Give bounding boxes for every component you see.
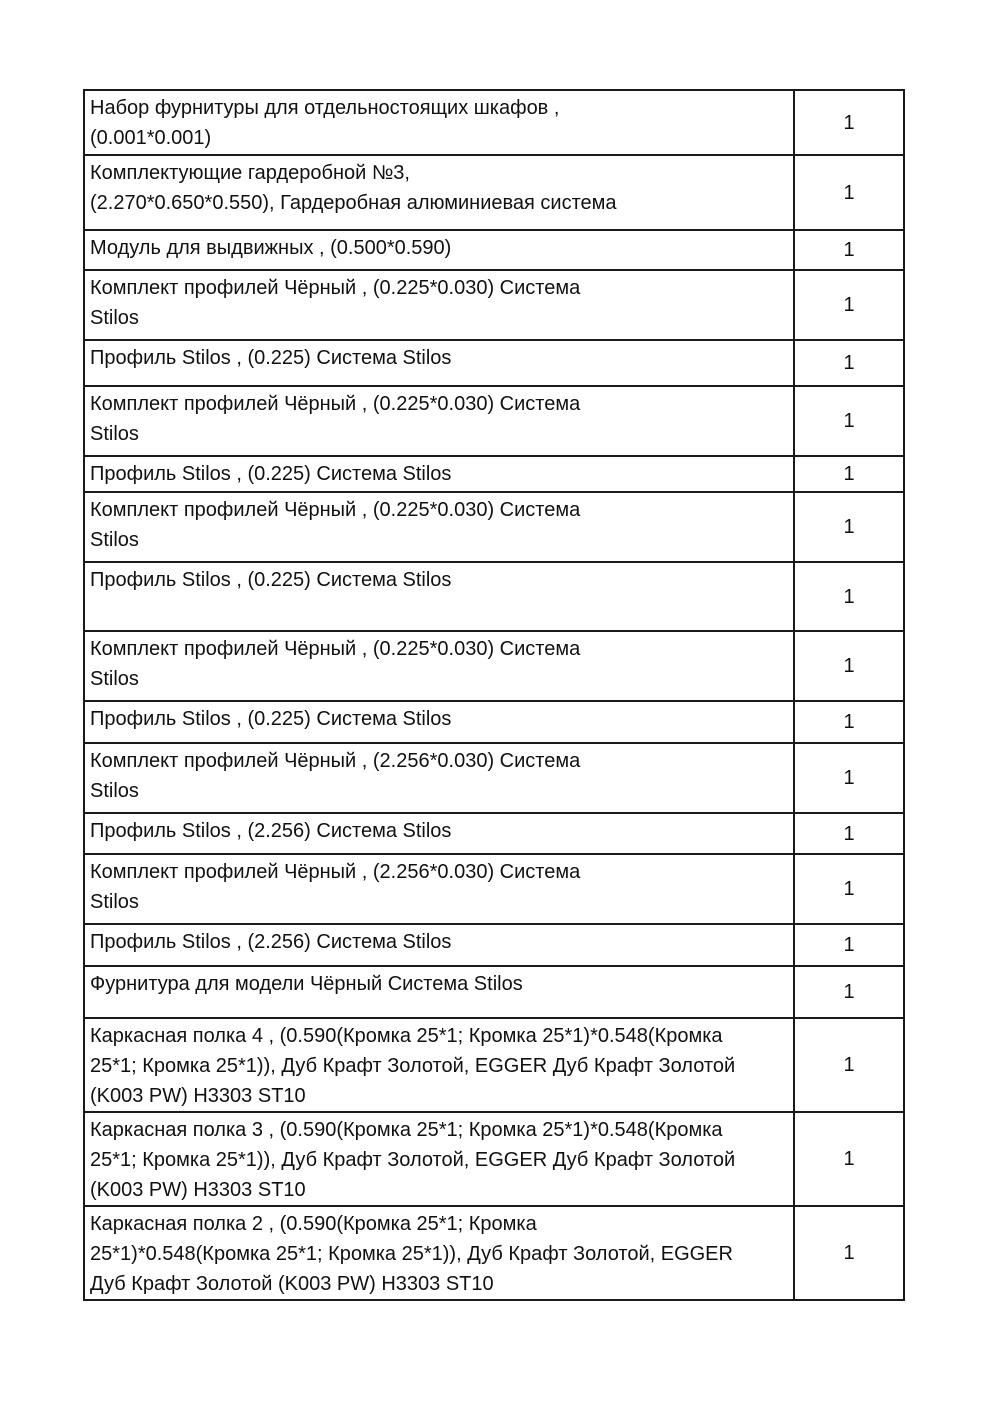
item-quantity-cell <box>794 1112 904 1206</box>
item-quantity-cell <box>794 1018 904 1112</box>
item-description: Комплект профилей Чёрный , (0.225*0.030) Система Stilos <box>84 492 794 562</box>
item-description: Профиль Stilos , (0.225) Система Stilos <box>84 340 794 386</box>
item-quantity-cell <box>794 813 904 854</box>
item-quantity: 1 <box>843 410 855 432</box>
table-row <box>84 631 904 701</box>
item-quantity-cell <box>794 854 904 924</box>
item-quantity: 1 <box>843 711 855 733</box>
items-table <box>83 89 905 1301</box>
item-quantity-cell <box>794 155 904 230</box>
table-row <box>84 1206 904 1300</box>
item-description: Профиль Stilos , (0.225) Система Stilos <box>84 701 794 743</box>
item-quantity: 1 <box>843 585 855 608</box>
item-description: Набор фурнитуры для отдельностоящих шкафов , (0.001*0.001) <box>84 90 794 155</box>
table-row <box>84 340 904 386</box>
item-description: Профиль Stilos , (2.256) Система Stilos <box>84 813 794 854</box>
item-description: Каркасная полка 3 , (0.590(Кромка 25*1; Кромка 25*1)*0.548(Кромка 25*1; Кромка 25*1)), Дуб Крафт Золотой, EGGER Дуб Крафт Золотой (K003 PW) H3303 ST10 <box>84 1112 794 1206</box>
table-row <box>84 155 904 230</box>
item-description: Комплект профилей Чёрный , (2.256*0.030) Система Stilos <box>84 743 794 813</box>
item-description: Модуль для выдвижных , (0.500*0.590) <box>84 230 794 270</box>
table-row <box>84 924 904 966</box>
item-description: Комплект профилей Чёрный , (2.256*0.030) Система Stilos <box>84 854 794 924</box>
table-row <box>84 492 904 562</box>
item-quantity-cell <box>794 966 904 1018</box>
item-description: Комплект профилей Чёрный , (0.225*0.030) Система Stilos <box>84 631 794 701</box>
item-description: Каркасная полка 2 , (0.590(Кромка 25*1; Кромка 25*1)*0.548(Кромка 25*1; Кромка 25*1)), Дуб Крафт Золотой, EGGER Дуб Крафт Золотой (K003 PW) H3303 ST10 <box>84 1206 794 1300</box>
item-quantity: 1 <box>843 111 855 134</box>
item-description: Профиль Stilos , (2.256) Система Stilos <box>84 924 794 966</box>
table-row <box>84 1112 904 1206</box>
table-row <box>84 386 904 456</box>
item-quantity-cell <box>794 631 904 701</box>
table-row <box>84 230 904 270</box>
table-row <box>84 456 904 492</box>
item-quantity-cell <box>794 924 904 966</box>
item-description: Профиль Stilos , (0.225) Система Stilos <box>84 456 794 492</box>
item-quantity: 1 <box>843 655 855 677</box>
item-quantity: 1 <box>843 1242 855 1264</box>
item-quantity-cell <box>794 270 904 340</box>
item-description: Комплект профилей Чёрный , (0.225*0.030) Система Stilos <box>84 270 794 340</box>
item-description: Каркасная полка 4 , (0.590(Кромка 25*1; Кромка 25*1)*0.548(Кромка 25*1; Кромка 25*1)), Дуб Крафт Золотой, EGGER Дуб Крафт Золотой (K003 PW) H3303 ST10 <box>84 1018 794 1112</box>
item-quantity: 1 <box>843 294 855 316</box>
table-row <box>84 701 904 743</box>
item-quantity-cell <box>794 340 904 386</box>
table-row <box>84 743 904 813</box>
item-quantity: 1 <box>843 352 855 374</box>
item-quantity: 1 <box>843 239 855 261</box>
table-row <box>84 854 904 924</box>
item-quantity-cell <box>794 456 904 492</box>
items-table-body <box>84 90 904 1300</box>
item-quantity-cell <box>794 1206 904 1300</box>
item-quantity: 1 <box>843 463 855 485</box>
item-description: Комплектующие гардеробной №3, (2.270*0.650*0.550), Гардеробная алюминиевая система <box>84 155 794 230</box>
item-quantity-cell <box>794 230 904 270</box>
item-quantity: 1 <box>843 516 855 538</box>
table-row <box>84 813 904 854</box>
table-row <box>84 270 904 340</box>
item-quantity: 1 <box>843 1054 855 1076</box>
document-page <box>83 89 903 1301</box>
item-quantity: 1 <box>843 981 855 1003</box>
item-quantity-cell <box>794 701 904 743</box>
item-quantity: 1 <box>843 181 855 204</box>
item-quantity-cell <box>794 492 904 562</box>
item-quantity-cell <box>794 386 904 456</box>
item-quantity: 1 <box>843 767 855 789</box>
item-description: Комплект профилей Чёрный , (0.225*0.030) Система Stilos <box>84 386 794 456</box>
item-quantity: 1 <box>843 934 855 956</box>
item-quantity: 1 <box>843 822 855 845</box>
table-row <box>84 966 904 1018</box>
table-row <box>84 90 904 155</box>
item-description: Фурнитура для модели Чёрный Система Stilos <box>84 966 794 1018</box>
table-row <box>84 562 904 631</box>
item-quantity-cell <box>794 90 904 155</box>
item-description: Профиль Stilos , (0.225) Система Stilos <box>84 562 794 631</box>
item-quantity-cell <box>794 562 904 631</box>
item-quantity: 1 <box>843 1148 855 1170</box>
item-quantity-cell <box>794 743 904 813</box>
table-row <box>84 1018 904 1112</box>
item-quantity: 1 <box>843 878 855 900</box>
